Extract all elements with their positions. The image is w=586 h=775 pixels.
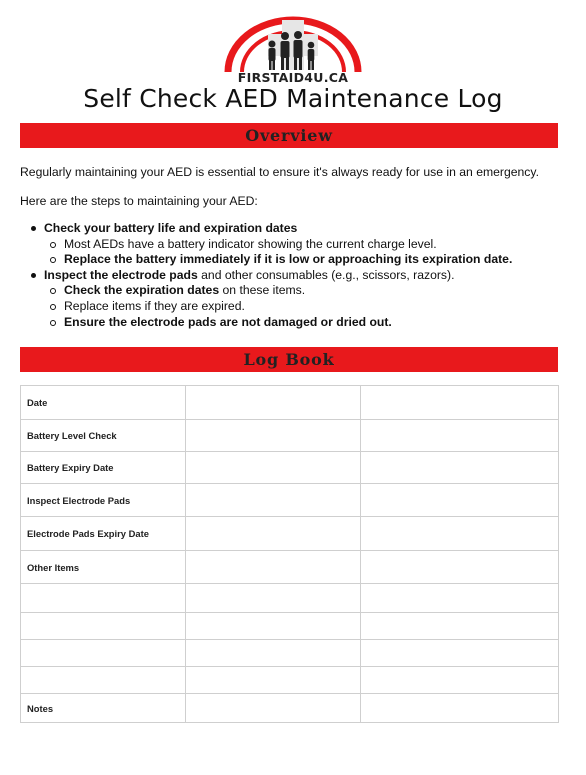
logbook-banner bbox=[20, 347, 558, 372]
steps-intro: Here are the steps to maintaining your AED: bbox=[20, 194, 258, 208]
entry-cell[interactable] bbox=[361, 640, 559, 667]
entry-cell[interactable] bbox=[361, 386, 559, 420]
steps-list bbox=[20, 221, 560, 330]
entry-cell[interactable] bbox=[186, 452, 361, 484]
entry-cell[interactable] bbox=[186, 613, 361, 640]
entry-cell[interactable] bbox=[186, 517, 361, 551]
intro-paragraph: Regularly maintaining your AED is essential to ensure it's always ready for use in an emergency. bbox=[20, 165, 539, 179]
entry-cell[interactable] bbox=[361, 613, 559, 640]
row-label: Inspect Electrode Pads bbox=[21, 484, 186, 517]
table-row bbox=[21, 484, 559, 517]
list-item: Replace items if they are expired. bbox=[20, 299, 560, 315]
entry-cell[interactable] bbox=[361, 584, 559, 613]
row-label: Other Items bbox=[21, 551, 186, 584]
entry-cell[interactable] bbox=[186, 420, 361, 452]
row-label bbox=[21, 613, 186, 640]
table-row bbox=[21, 613, 559, 640]
table-row bbox=[21, 584, 559, 613]
table-row bbox=[21, 694, 559, 723]
firstaid4u-logo bbox=[222, 14, 364, 90]
table-row bbox=[21, 386, 559, 420]
list-item: Ensure the electrode pads are not damaged or dried out. bbox=[20, 315, 560, 331]
list-item: Check your battery life and expiration dates bbox=[20, 221, 560, 237]
entry-cell[interactable] bbox=[186, 484, 361, 517]
entry-cell[interactable] bbox=[361, 452, 559, 484]
list-item: Check the expiration dates on these items. bbox=[20, 283, 560, 299]
bullet-circle-icon bbox=[50, 304, 56, 310]
overview-banner bbox=[20, 123, 558, 148]
list-item: Inspect the electrode pads and other consumables (e.g., scissors, razors). bbox=[20, 268, 560, 284]
entry-cell[interactable] bbox=[186, 584, 361, 613]
table-row bbox=[21, 517, 559, 551]
bullet-circle-icon bbox=[50, 242, 56, 248]
row-label bbox=[21, 667, 186, 694]
list-item: Most AEDs have a battery indicator showing the current charge level. bbox=[20, 237, 560, 253]
entry-cell[interactable] bbox=[361, 420, 559, 452]
entry-cell[interactable] bbox=[186, 386, 361, 420]
entry-cell[interactable] bbox=[186, 551, 361, 584]
entry-cell[interactable] bbox=[186, 694, 361, 723]
row-label: Electrode Pads Expiry Date bbox=[21, 517, 186, 551]
table-row bbox=[21, 667, 559, 694]
logbook-heading: Log Book bbox=[243, 350, 335, 369]
entry-cell[interactable] bbox=[186, 640, 361, 667]
entry-cell[interactable] bbox=[361, 667, 559, 694]
bullet-icon bbox=[31, 273, 36, 278]
row-label: Notes bbox=[21, 694, 186, 723]
row-label: Battery Expiry Date bbox=[21, 452, 186, 484]
log-table bbox=[20, 385, 559, 723]
entry-cell[interactable] bbox=[361, 517, 559, 551]
row-label: Date bbox=[21, 386, 186, 420]
entry-cell[interactable] bbox=[361, 551, 559, 584]
row-label bbox=[21, 640, 186, 667]
page-title: Self Check AED Maintenance Log bbox=[83, 84, 503, 113]
entry-cell[interactable] bbox=[186, 667, 361, 694]
bullet-circle-icon bbox=[50, 320, 56, 326]
overview-heading: Overview bbox=[245, 126, 333, 145]
table-row bbox=[21, 420, 559, 452]
row-label bbox=[21, 584, 186, 613]
table-row bbox=[21, 640, 559, 667]
row-label: Battery Level Check bbox=[21, 420, 186, 452]
table-row bbox=[21, 551, 559, 584]
bullet-icon bbox=[31, 226, 36, 231]
bullet-circle-icon bbox=[50, 288, 56, 294]
table-row bbox=[21, 452, 559, 484]
entry-cell[interactable] bbox=[361, 694, 559, 723]
bullet-circle-icon bbox=[50, 257, 56, 263]
entry-cell[interactable] bbox=[361, 484, 559, 517]
logo-brand-text: FIRSTAID4U.CA bbox=[237, 70, 349, 85]
list-item: Replace the battery immediately if it is low or approaching its expiration date. bbox=[20, 252, 560, 268]
